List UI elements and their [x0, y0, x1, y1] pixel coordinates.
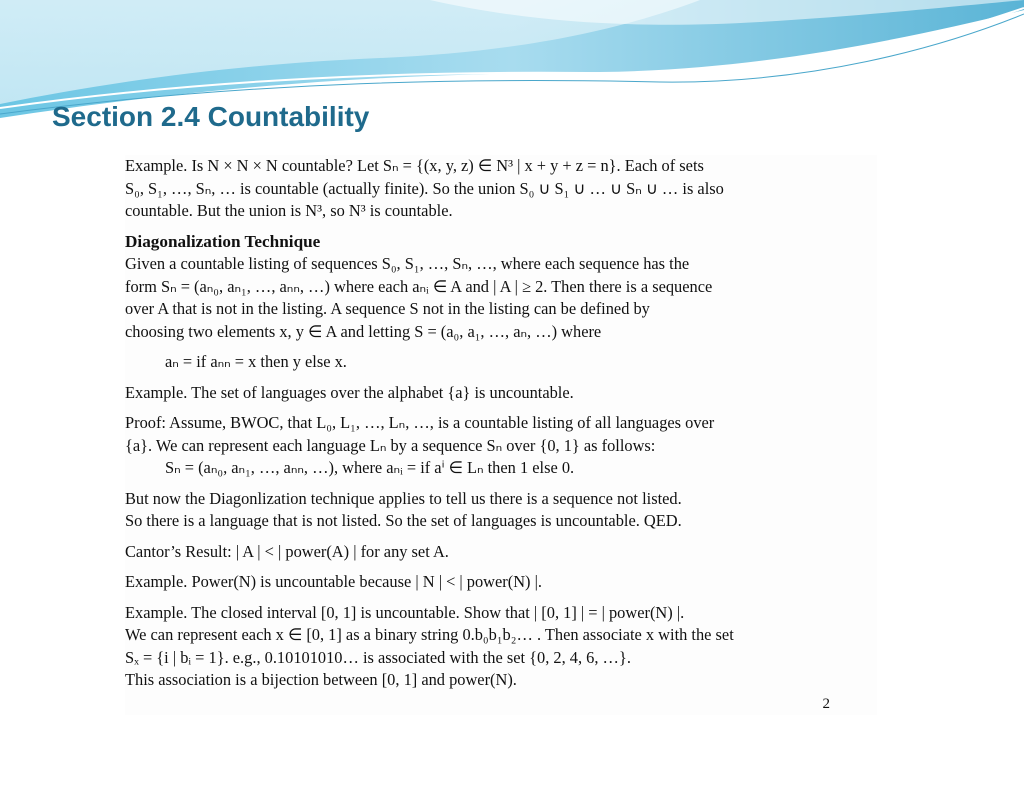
slide-title: Section 2.4 Countability	[52, 101, 370, 132]
text-line: Sₓ = {i | bᵢ = 1}. e.g., 0.10101010… is associated with the set {0, 2, 4, 6, …}.	[125, 647, 631, 667]
text-line: Example. The set of languages over the alphabet {a} is uncountable.	[125, 382, 574, 402]
text-line: form Sₙ = (aₙ₀, aₙ₁, …, aₙₙ, …) where each aₙᵢ ∈ A and | A | ≥ 2. Then there is a sequence	[125, 276, 713, 296]
text-line: This association is a bijection between [0, 1] and power(N).	[125, 670, 517, 689]
text-line: Example. Power(N) is uncountable because | N | < | power(N) |.	[125, 572, 542, 591]
text-line: choosing two elements x, y ∈ A and letting S = (a₀, a₁, …, aₙ, …) where	[125, 321, 602, 341]
section-heading: Diagonalization Technique	[125, 231, 321, 251]
text-line: Example. The closed interval [0, 1] is uncountable. Show that | [0, 1] | = | power(N) |.	[125, 602, 685, 622]
text-line: But now the Diagonlization technique applies to tell us there is a sequence not listed.	[125, 488, 682, 508]
text-line: Given a countable listing of sequences S₀, S₁, …, Sₙ, …, where each sequence has the	[125, 254, 690, 273]
text-line: countable. But the union is N³, so N³ is countable.	[125, 201, 453, 220]
text-line: Example. Is N × N × N countable? Let Sₙ = {(x, y, z) ∈ N³ | x + y + z = n}. Each of sets	[125, 156, 704, 175]
text-line: S₀, S₁, …, Sₙ, … is countable (actually finite). So the union S₀ ∪ S₁ ∪ … ∪ Sₙ ∪ … is also	[125, 178, 724, 198]
text-line: We can represent each x ∈ [0, 1] as a binary string 0.b₀b₁b₂… . Then associate x with the set	[125, 625, 734, 644]
formula-line: aₙ = if aₙₙ = x then y else x.	[165, 352, 347, 371]
slide-content-image	[125, 155, 877, 715]
formula-line: Sₙ = (aₙ₀, aₙ₁, …, aₙₙ, …), where aₙᵢ = if aⁱ ∈ Lₙ then 1 else 0.	[165, 458, 575, 477]
text-line: Cantor’s Result: | A | < | power(A) | for any set A.	[125, 541, 449, 561]
page-number: 2	[822, 695, 830, 712]
text-line: {a}. We can represent each language Lₙ by a sequence Sₙ over {0, 1} as follows:	[125, 435, 656, 455]
text-line: Proof: Assume, BWOC, that L₀, L₁, …, Lₙ, …, is a countable listing of all languages over	[125, 413, 715, 432]
text-line: So there is a language that is not listed. So the set of languages is uncountable. QED.	[125, 511, 682, 530]
text-line: over A that is not in the listing. A sequence S not in the listing can be defined by	[125, 299, 650, 318]
